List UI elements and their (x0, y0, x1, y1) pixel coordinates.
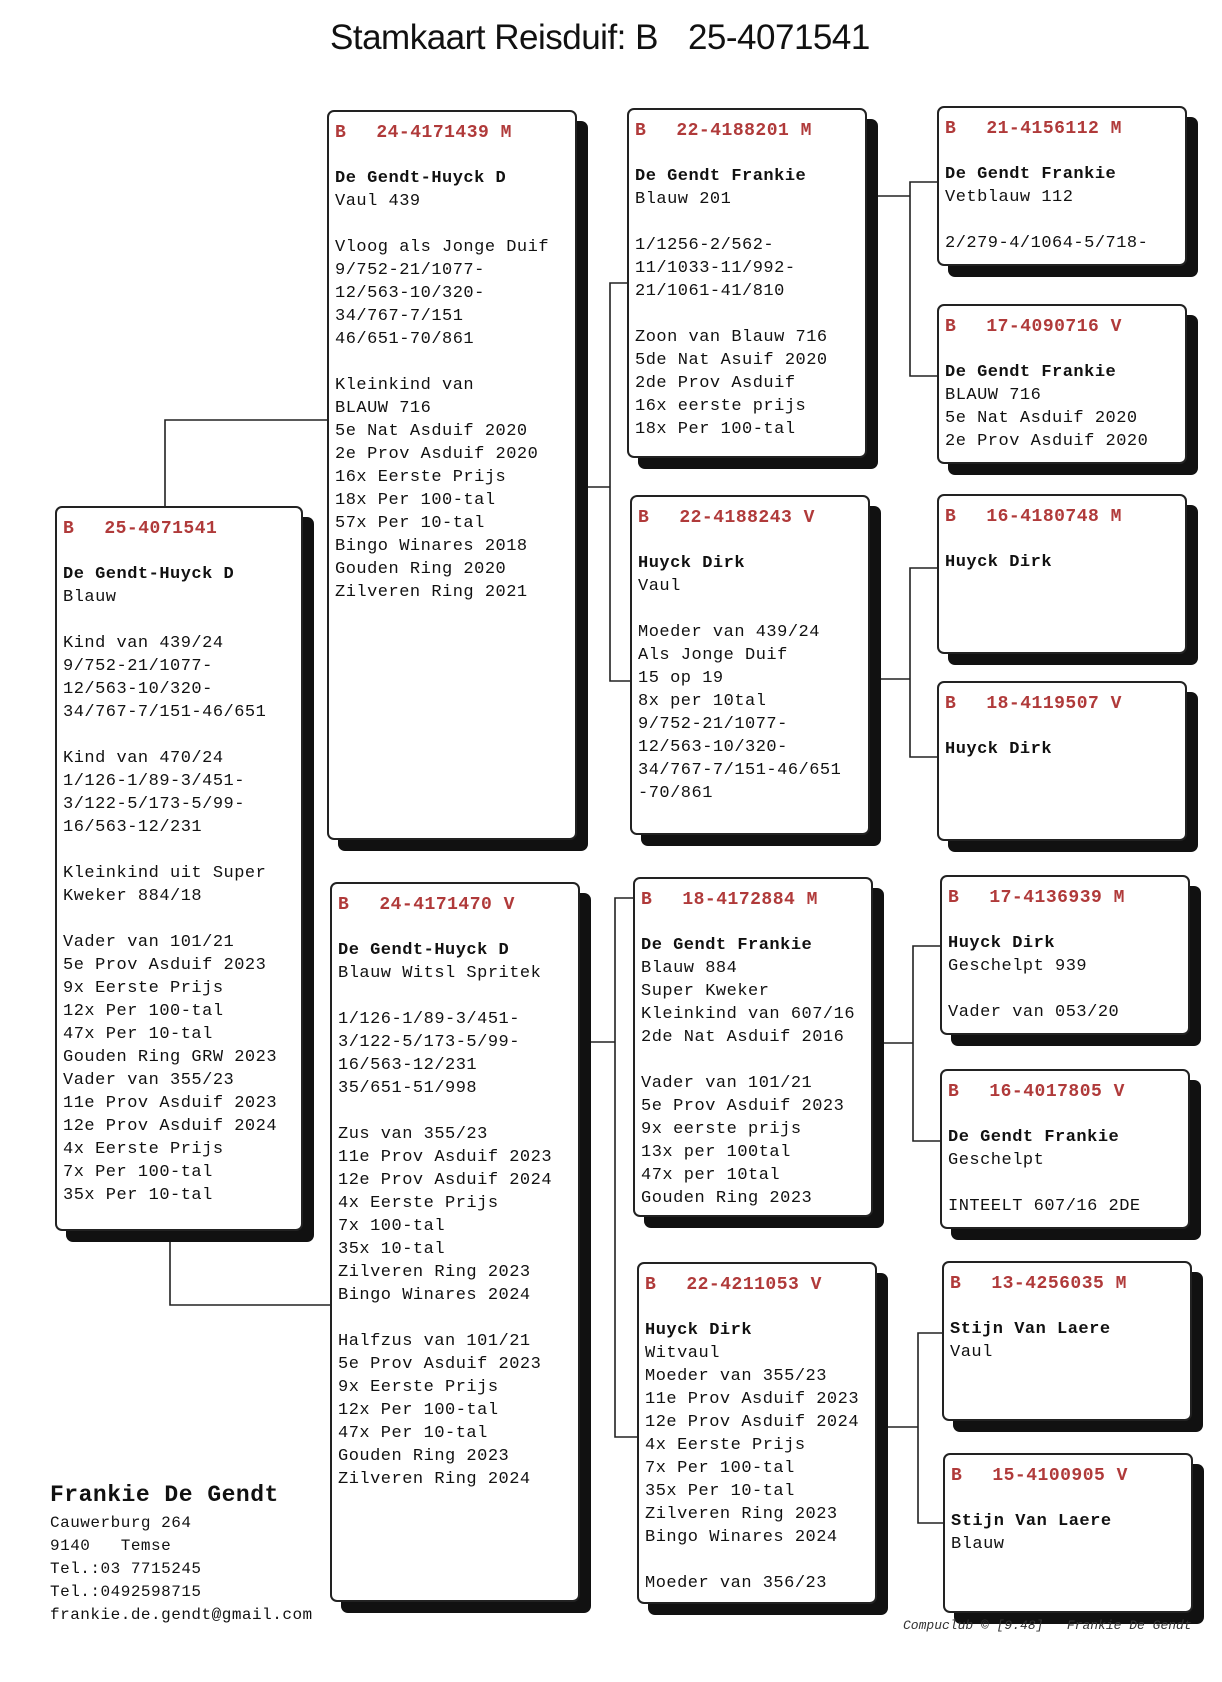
country: B (635, 121, 647, 141)
detail-line: Kleinkind van 607/16 (641, 1005, 856, 1024)
breeder-name: Huyck Dirk (948, 934, 1056, 953)
country: B (951, 1466, 963, 1486)
detail-line (338, 1307, 570, 1330)
detail-line: Gouden Ring 2023 (338, 1447, 510, 1466)
sex: V (1110, 694, 1122, 714)
owner-email[interactable]: frankie.de.gendt@gmail.com (50, 1606, 313, 1624)
detail-line: 35x Per 10-tal (645, 1482, 795, 1501)
detail-line (948, 1172, 1180, 1195)
country: B (945, 119, 957, 139)
detail-line: Kweker 884/18 (63, 887, 203, 906)
detail-line: 35x 10-tal (338, 1240, 446, 1259)
ring-number: 15-4100905 (992, 1466, 1106, 1486)
detail-line: 9x eerste prijs (641, 1120, 802, 1139)
breeder-name: Stijn Van Laere (951, 1512, 1112, 1531)
country: B (945, 507, 957, 527)
detail-line (335, 351, 567, 374)
sex: M (800, 121, 812, 141)
detail-line: 9x Eerste Prijs (63, 979, 224, 998)
detail-line: 13x per 100tal (641, 1143, 791, 1162)
detail-line: 12e Prov Asduif 2024 (63, 1117, 278, 1136)
detail-line: 9/752-21/1077- (63, 657, 213, 676)
sex: M (500, 123, 512, 143)
breeder-name: De Gendt Frankie (635, 167, 807, 186)
detail-line: Kleinkind van (335, 376, 475, 395)
country: B (638, 508, 650, 528)
owner-tel1: Tel.:03 7715245 (50, 1560, 202, 1578)
detail-line: 34/767-7/151-46/651 (63, 703, 267, 722)
detail-line: 12x Per 100-tal (63, 1002, 224, 1021)
detail-line: 16/563-12/231 (338, 1056, 478, 1075)
detail-line: Gouden Ring GRW 2023 (63, 1048, 278, 1067)
detail-line (948, 978, 1180, 1001)
detail-line: Kleinkind uit Super (63, 864, 267, 883)
owner-info (50, 1480, 313, 1627)
pigeon-details (945, 384, 1177, 453)
detail-line: 12/563-10/320- (638, 738, 788, 757)
detail-line: 47x Per 10-tal (63, 1025, 213, 1044)
detail-line: Zoon van Blauw 716 (635, 328, 828, 347)
detail-line: 5e Prov Asduif 2023 (641, 1097, 845, 1116)
sex: V (1116, 1466, 1128, 1486)
detail-line: BLAUW 716 (335, 399, 432, 418)
breeder-name: De Gendt-Huyck D (338, 941, 510, 960)
ring-number: 13-4256035 (991, 1274, 1105, 1294)
detail-line: Vaul (638, 577, 681, 596)
ring-number: 17-4136939 (989, 888, 1103, 908)
pigeon-card-ggp-3[interactable] (937, 494, 1187, 654)
pigeon-card-sire[interactable] (327, 110, 577, 840)
sex: V (1113, 1082, 1125, 1102)
detail-line: Vaul (950, 1343, 993, 1362)
detail-line: Blauw (63, 588, 117, 607)
ring-number: 22-4188243 (679, 508, 793, 528)
title-label: Stamkaart Reisduif: B (330, 18, 658, 57)
detail-line: Zilveren Ring 2023 (338, 1263, 531, 1282)
detail-line: 35/651-51/998 (338, 1079, 478, 1098)
detail-line: Kind van 439/24 (63, 634, 224, 653)
sex: M (1115, 1274, 1127, 1294)
detail-line: 5e Prov Asduif 2023 (63, 956, 267, 975)
country: B (948, 1082, 960, 1102)
pigeon-details (951, 1533, 1183, 1556)
breeder-name: De Gendt-Huyck D (63, 565, 235, 584)
pigeon-card-grandsire-maternal[interactable] (633, 877, 873, 1217)
ring-number: 16-4017805 (989, 1082, 1103, 1102)
detail-line: -70/861 (638, 784, 713, 803)
detail-line: Moeder van 439/24 (638, 623, 820, 642)
breeder-name: De Gendt Frankie (945, 165, 1117, 184)
detail-line: 7x Per 100-tal (63, 1163, 213, 1182)
detail-line: 34/767-7/151 (335, 307, 464, 326)
detail-line: Bingo Winares 2024 (645, 1528, 838, 1547)
detail-line: Vloog als Jonge Duif (335, 238, 550, 257)
breeder-name: De Gendt Frankie (948, 1128, 1120, 1147)
detail-line: Blauw Witsl Spritek (338, 964, 542, 983)
breeder-name: De Gendt Frankie (641, 936, 813, 955)
detail-line: 57x Per 10-tal (335, 514, 485, 533)
detail-line: 2de Nat Asduif 2016 (641, 1028, 845, 1047)
detail-line: Vader van 355/23 (63, 1071, 235, 1090)
connector-gs2-parents (873, 946, 942, 1141)
sex: M (1110, 507, 1122, 527)
detail-line (641, 1049, 863, 1072)
detail-line: Vaul 439 (335, 192, 421, 211)
detail-line: 2/279-4/1064-5/718- (945, 234, 1149, 253)
pigeon-details (948, 1149, 1180, 1218)
pigeon-card-ggp-6[interactable] (940, 1069, 1190, 1229)
detail-line: 9x Eerste Prijs (338, 1378, 499, 1397)
ring-number: 18-4172884 (682, 890, 796, 910)
detail-line: 16x Eerste Prijs (335, 468, 507, 487)
detail-line (338, 1100, 570, 1123)
pigeon-card-ggp-4[interactable] (937, 681, 1187, 841)
connector-dam-grandparents (583, 898, 637, 1437)
detail-line: Gouden Ring 2023 (641, 1189, 813, 1208)
country: B (948, 888, 960, 908)
detail-line: Blauw (951, 1535, 1005, 1554)
detail-line: 34/767-7/151-46/651 (638, 761, 842, 780)
detail-line: Vader van 101/21 (641, 1074, 813, 1093)
detail-line: Blauw 201 (635, 190, 732, 209)
detail-line: 5e Nat Asduif 2020 (945, 409, 1138, 428)
pigeon-card-dam[interactable] (330, 882, 580, 1602)
detail-line: Bingo Winares 2024 (338, 1286, 531, 1305)
detail-line: INTEELT 607/16 2DE (948, 1197, 1141, 1216)
breeder-name: Stijn Van Laere (950, 1320, 1111, 1339)
ring-number: 25-4071541 (104, 519, 218, 539)
pigeon-details (945, 186, 1177, 255)
detail-line: 4x Eerste Prijs (338, 1194, 499, 1213)
detail-line: 5e Prov Asduif 2023 (338, 1355, 542, 1374)
detail-line (635, 211, 857, 234)
pigeon-details (335, 190, 567, 604)
country: B (63, 519, 75, 539)
pigeon-card-grandsire-paternal[interactable] (627, 108, 867, 458)
detail-line: 2de Prov Asduif (635, 374, 796, 393)
detail-line (63, 609, 293, 632)
detail-line: 15 op 19 (638, 669, 724, 688)
sex: M (1110, 119, 1122, 139)
pigeon-details (948, 955, 1180, 1024)
detail-line: Vader van 053/20 (948, 1003, 1120, 1022)
detail-line: 2e Prov Asduif 2020 (335, 445, 539, 464)
pigeon-details (635, 188, 857, 441)
ring-number: 16-4180748 (986, 507, 1100, 527)
detail-line: 21/1061-41/810 (635, 282, 785, 301)
detail-line: Als Jonge Duif (638, 646, 788, 665)
breeder-name: De Gendt Frankie (945, 363, 1117, 382)
owner-name: Frankie De Gendt (50, 1482, 279, 1508)
pigeon-card-granddam-paternal[interactable] (630, 495, 870, 835)
detail-line (338, 985, 570, 1008)
breeder-name: De Gendt-Huyck D (335, 169, 507, 188)
owner-street: Cauwerburg 264 (50, 1514, 192, 1532)
owner-tel2: Tel.:0492598715 (50, 1583, 202, 1601)
detail-line (63, 908, 293, 931)
detail-line: 1/126-1/89-3/451- (63, 772, 245, 791)
pigeon-card-ggp-1[interactable] (937, 106, 1187, 266)
connector-gs1-parents (870, 182, 937, 376)
ring-number: 24-4171439 (376, 123, 490, 143)
breeder-name: Huyck Dirk (645, 1321, 753, 1340)
detail-line (335, 213, 567, 236)
detail-line: Moeder van 356/23 (645, 1574, 827, 1593)
detail-line (945, 209, 1177, 232)
footer (903, 1618, 1192, 1633)
detail-line: 12e Prov Asduif 2024 (338, 1171, 553, 1190)
detail-line (638, 598, 860, 621)
pigeon-card-ggp-7[interactable] (942, 1261, 1192, 1421)
country: B (945, 317, 957, 337)
detail-line: 1/126-1/89-3/451- (338, 1010, 520, 1029)
detail-line: 12/563-10/320- (335, 284, 485, 303)
breeder-name: Huyck Dirk (638, 554, 746, 573)
detail-line: Geschelpt 939 (948, 957, 1088, 976)
detail-line (63, 839, 293, 862)
detail-line: Zilveren Ring 2021 (335, 583, 528, 602)
detail-line: Zilveren Ring 2023 (645, 1505, 838, 1524)
sex: M (806, 890, 818, 910)
detail-line: 2e Prov Asduif 2020 (945, 432, 1149, 451)
sex: M (1113, 888, 1125, 908)
sex: V (810, 1275, 822, 1295)
country: B (645, 1275, 657, 1295)
sex: V (503, 895, 515, 915)
detail-line: 3/122-5/173-5/99- (338, 1033, 520, 1052)
ring-number: 18-4119507 (986, 694, 1100, 714)
detail-line: 11e Prov Asduif 2023 (338, 1148, 553, 1167)
detail-line: 35x Per 10-tal (63, 1186, 213, 1205)
pigeon-details (338, 962, 570, 1491)
detail-line: Geschelpt (948, 1151, 1045, 1170)
detail-line: 12x Per 100-tal (338, 1401, 499, 1420)
detail-line: Vader van 101/21 (63, 933, 235, 952)
detail-line: Kind van 470/24 (63, 749, 224, 768)
detail-line: 11e Prov Asduif 2023 (63, 1094, 278, 1113)
owner-city: 9140 Temse (50, 1537, 172, 1555)
detail-line: Vetblauw 112 (945, 188, 1074, 207)
pigeon-details (63, 586, 293, 1207)
connector-gd2-parents (878, 1333, 943, 1523)
sex: V (1110, 317, 1122, 337)
connector-gd1-parents (870, 568, 937, 757)
pigeon-card-ggp-2[interactable] (937, 304, 1187, 464)
detail-line: Super Kweker (641, 982, 770, 1001)
pigeon-card-ggp-5[interactable] (940, 875, 1190, 1035)
detail-line: Halfzus van 101/21 (338, 1332, 531, 1351)
footer-software: Compuclub © [9.48] (903, 1618, 1044, 1633)
detail-line (635, 303, 857, 326)
detail-line (645, 1549, 867, 1572)
detail-line: 11e Prov Asduif 2023 (645, 1390, 860, 1409)
detail-line: 1/1256-2/562- (635, 236, 775, 255)
detail-line: Witvaul (645, 1344, 720, 1363)
detail-line: 9/752-21/1077- (335, 261, 485, 280)
detail-line: 16x eerste prijs (635, 397, 807, 416)
connector-sire-grandparents (580, 283, 630, 681)
detail-line: 18x Per 100-tal (335, 491, 496, 510)
ring-number: 17-4090716 (986, 317, 1100, 337)
detail-line: Bingo Winares 2018 (335, 537, 528, 556)
detail-line: 4x Eerste Prijs (645, 1436, 806, 1455)
detail-line: 5de Nat Asuif 2020 (635, 351, 828, 370)
detail-line: 47x per 10tal (641, 1166, 781, 1185)
detail-line: Moeder van 355/23 (645, 1367, 827, 1386)
country: B (945, 694, 957, 714)
detail-line: 5e Nat Asduif 2020 (335, 422, 528, 441)
ring-number: 22-4211053 (686, 1275, 800, 1295)
pigeon-card-granddam-maternal[interactable] (637, 1262, 877, 1604)
detail-line: Zus van 355/23 (338, 1125, 488, 1144)
detail-line: Gouden Ring 2020 (335, 560, 507, 579)
detail-line: 12/563-10/320- (63, 680, 213, 699)
pigeon-details (638, 575, 860, 805)
pigeon-card-ggp-8[interactable] (943, 1453, 1193, 1613)
detail-line: Blauw 884 (641, 959, 738, 978)
detail-line: 47x Per 10-tal (338, 1424, 488, 1443)
detail-line: BLAUW 716 (945, 386, 1042, 405)
detail-line: 3/122-5/173-5/99- (63, 795, 245, 814)
detail-line: 4x Eerste Prijs (63, 1140, 224, 1159)
pigeon-card-subject[interactable] (55, 506, 303, 1231)
pigeon-details (950, 1341, 1182, 1364)
breeder-name: Huyck Dirk (945, 740, 1053, 759)
detail-line: 12e Prov Asduif 2024 (645, 1413, 860, 1432)
detail-line: 16/563-12/231 (63, 818, 203, 837)
detail-line: 46/651-70/861 (335, 330, 475, 349)
country: B (335, 123, 347, 143)
sex: V (803, 508, 815, 528)
detail-line: 7x Per 100-tal (645, 1459, 795, 1478)
pigeon-details (645, 1342, 867, 1595)
detail-line: Zilveren Ring 2024 (338, 1470, 531, 1489)
country: B (641, 890, 653, 910)
ring-number: 22-4188201 (676, 121, 790, 141)
detail-line: 18x Per 100-tal (635, 420, 796, 439)
detail-line: 9/752-21/1077- (638, 715, 788, 734)
footer-owner: Frankie De Gendt (1066, 1618, 1192, 1633)
detail-line: 7x 100-tal (338, 1217, 446, 1236)
title-ring: 25-4071541 (687, 18, 870, 57)
detail-line: 8x per 10tal (638, 692, 767, 711)
breeder-name: Huyck Dirk (945, 553, 1053, 572)
ring-number: 21-4156112 (986, 119, 1100, 139)
ring-number: 24-4171470 (379, 895, 493, 915)
pigeon-details (641, 957, 863, 1210)
country: B (950, 1274, 962, 1294)
detail-line (63, 724, 293, 747)
country: B (338, 895, 350, 915)
detail-line: 11/1033-11/992- (635, 259, 796, 278)
